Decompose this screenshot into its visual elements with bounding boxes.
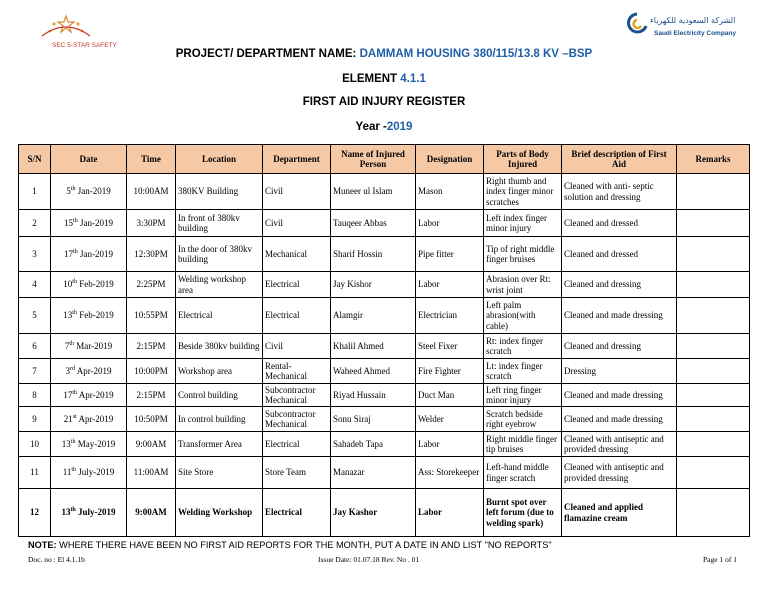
- cell-department: Civil: [263, 334, 331, 359]
- date-month-year: Jan-2019: [75, 186, 111, 197]
- cell-date: [51, 210, 127, 237]
- cell-sn: 6: [19, 334, 51, 359]
- cell-name: Sharif Hossin: [331, 237, 416, 272]
- col-name: Name of Injured Person: [331, 145, 416, 174]
- cell-sn: 4: [19, 272, 51, 298]
- date-day: 5: [66, 186, 71, 197]
- company-name-arabic: الشركة السعودية للكهرباء: [650, 16, 736, 25]
- col-remarks: Remarks: [677, 145, 750, 174]
- table-header-row: [19, 145, 750, 174]
- element-label: ELEMENT: [342, 73, 398, 85]
- cell-first-aid: Cleaned with antiseptic and provided dressing: [562, 432, 677, 457]
- cell-date: [51, 457, 127, 489]
- date-month-year: Mar-2019: [74, 340, 113, 351]
- cell-first-aid: Cleaned with anti- septic solution and dressing: [562, 174, 677, 210]
- date-month-year: Feb-2019: [76, 310, 114, 321]
- cell-remarks: [677, 489, 750, 537]
- cell-designation: Welder: [416, 407, 484, 432]
- cell-date: [51, 174, 127, 210]
- date-day: 21: [63, 413, 73, 424]
- cell-time: 2:25PM: [127, 272, 176, 298]
- cell-designation: Ass: Storekeeper: [416, 457, 484, 489]
- date-month-year: July-2019: [76, 467, 115, 478]
- cell-department: Electrical: [263, 298, 331, 334]
- date-day: 10: [63, 279, 73, 290]
- cell-remarks: [677, 457, 750, 489]
- date-suffix: th: [72, 279, 77, 286]
- cell-designation: Electrician: [416, 298, 484, 334]
- cell-remarks: [677, 237, 750, 272]
- date-month-year: Apr-2019: [74, 365, 112, 376]
- cell-sn: 7: [19, 359, 51, 384]
- cell-department: Civil: [263, 210, 331, 237]
- cell-department: Subcontractor Mechanical: [263, 384, 331, 407]
- cell-first-aid: Cleaned and dressing: [562, 334, 677, 359]
- table-row: [19, 384, 750, 407]
- date-suffix: th: [70, 507, 76, 514]
- date-day: 13: [63, 310, 73, 321]
- date-day: 17: [64, 248, 74, 259]
- cell-time: 2:15PM: [127, 334, 176, 359]
- cell-first-aid: Cleaned and dressed: [562, 237, 677, 272]
- table-row: [19, 210, 750, 237]
- cell-first-aid: Cleaned with antiseptic and provided dressing: [562, 457, 677, 489]
- cell-designation: Pipe fitter: [416, 237, 484, 272]
- col-body-parts: Parts of Body Injured: [484, 145, 562, 174]
- year-value: 2019: [386, 121, 413, 133]
- date-month-year: Apr-2019: [77, 389, 114, 400]
- cell-time: 10:00PM: [127, 359, 176, 384]
- cell-department: Subcontractor Mechanical: [263, 407, 331, 432]
- project-label: PROJECT/ DEPARTMENT NAME:: [175, 48, 357, 60]
- cell-location: Control building: [176, 384, 263, 407]
- cell-time: 11:00AM: [127, 457, 176, 489]
- col-time: Time: [127, 145, 176, 174]
- date-month-year: July-2019: [75, 507, 116, 518]
- date-month-year: Feb-2019: [76, 279, 114, 290]
- cell-sn: 3: [19, 237, 51, 272]
- cell-location: In the door of 380kv building: [176, 237, 263, 272]
- cell-remarks: [677, 298, 750, 334]
- cell-location: Welding Workshop: [176, 489, 263, 537]
- date-month-year: May-2019: [75, 438, 116, 449]
- date-suffix: st: [72, 413, 77, 420]
- cell-time: 9:00AM: [127, 432, 176, 457]
- note-label: NOTE:: [28, 540, 57, 550]
- date-day: 7: [64, 340, 70, 351]
- first-aid-register-table: [18, 144, 750, 537]
- cell-sn: 10: [19, 432, 51, 457]
- cell-body-parts: Left ring finger minor injury: [484, 384, 562, 407]
- cell-date: [51, 237, 127, 272]
- cell-sn: 2: [19, 210, 51, 237]
- date-suffix: th: [69, 340, 75, 347]
- cell-time: 3:30PM: [127, 210, 176, 237]
- cell-date: [51, 384, 127, 407]
- date-suffix: rd: [69, 365, 75, 372]
- date-day: 3: [65, 365, 70, 376]
- cell-sn: 12: [19, 489, 51, 537]
- cell-body-parts: Tip of right middle finger bruises: [484, 237, 562, 272]
- cell-location: Beside 380kv building: [176, 334, 263, 359]
- table-row: [19, 359, 750, 384]
- cell-sn: 5: [19, 298, 51, 334]
- cell-department: Mechanical: [263, 237, 331, 272]
- table-row: [19, 298, 750, 334]
- cell-first-aid: Cleaned and made dressing: [562, 384, 677, 407]
- saudi-electricity-logo: [626, 12, 738, 48]
- col-sn: S/N: [19, 145, 51, 174]
- date-day: 13: [61, 438, 71, 449]
- cell-time: 10:00AM: [127, 174, 176, 210]
- date-month-year: Jan-2019: [77, 217, 113, 228]
- table-row: [19, 407, 750, 432]
- col-designation: Designation: [416, 145, 484, 174]
- cell-name: Sahadeb Tapa: [331, 432, 416, 457]
- col-location: Location: [176, 145, 263, 174]
- col-first-aid: Brief description of First Aid: [562, 145, 677, 174]
- cell-time: 9:00AM: [127, 489, 176, 537]
- doc-number: Doc. no : El 4.1.1b: [28, 555, 85, 564]
- cell-location: In control building: [176, 407, 263, 432]
- table-body: [19, 174, 750, 537]
- table-row: [19, 489, 750, 537]
- cell-body-parts: Left palm abrasion(with cable): [484, 298, 562, 334]
- cell-department: Civil: [263, 174, 331, 210]
- cell-department: Store Team: [263, 457, 331, 489]
- cell-date: [51, 432, 127, 457]
- cell-first-aid: Dressing: [562, 359, 677, 384]
- cell-time: 10:55PM: [127, 298, 176, 334]
- cell-location: Site Store: [176, 457, 263, 489]
- cell-name: Jay Kishor: [331, 272, 416, 298]
- table-row: [19, 237, 750, 272]
- cell-time: 2:15PM: [127, 384, 176, 407]
- cell-sn: 1: [19, 174, 51, 210]
- cell-location: In front of 380kv building: [176, 210, 263, 237]
- cell-location: 380KV Building: [176, 174, 263, 210]
- issue-date: Issue Date: 01.07.18 Rev. No . 01: [318, 555, 420, 564]
- date-suffix: th: [73, 217, 78, 224]
- table-row: [19, 272, 750, 298]
- cell-name: Manazar: [331, 457, 416, 489]
- date-suffix: th: [71, 467, 77, 474]
- element-line: [0, 73, 768, 85]
- cell-name: Jay Kashor: [331, 489, 416, 537]
- cell-body-parts: Left-hand middle finger scratch: [484, 457, 562, 489]
- cell-body-parts: Right thumb and index finger minor scratches: [484, 174, 562, 210]
- cell-department: Electrical: [263, 432, 331, 457]
- table-row: [19, 174, 750, 210]
- cell-date: [51, 298, 127, 334]
- col-department: Department: [263, 145, 331, 174]
- cell-department: Electrical: [263, 272, 331, 298]
- cell-body-parts: Lt: index finger scratch: [484, 359, 562, 384]
- cell-body-parts: Burnt spot over left forum (due to welding spark): [484, 489, 562, 537]
- cell-name: Tauqeer Abbas: [331, 210, 416, 237]
- cell-remarks: [677, 384, 750, 407]
- page-number: Page 1 of 1: [703, 555, 737, 564]
- cell-body-parts: Right middle finger tip bruises: [484, 432, 562, 457]
- cell-body-parts: Left index finger minor injury: [484, 210, 562, 237]
- cell-location: Welding workshop area: [176, 272, 263, 298]
- cell-first-aid: Cleaned and dressed: [562, 210, 677, 237]
- date-suffix: th: [70, 438, 76, 445]
- date-day: 11: [62, 467, 72, 478]
- note: [28, 540, 552, 550]
- date-day: 17: [63, 389, 73, 400]
- cell-name: Muneer ul Islam: [331, 174, 416, 210]
- cell-sn: 11: [19, 457, 51, 489]
- cell-name: Sonu Siraj: [331, 407, 416, 432]
- register-title: FIRST AID INJURY REGISTER: [302, 96, 466, 108]
- cell-date: [51, 334, 127, 359]
- cell-designation: Mason: [416, 174, 484, 210]
- cell-sn: 8: [19, 384, 51, 407]
- star-icon: [36, 14, 114, 44]
- cell-location: Workshop area: [176, 359, 263, 384]
- cell-designation: Steel Fixer: [416, 334, 484, 359]
- cell-remarks: [677, 432, 750, 457]
- cell-first-aid: Cleaned and applied flamazine cream: [562, 489, 677, 537]
- date-suffix: th: [72, 389, 78, 396]
- cell-location: Electrical: [176, 298, 263, 334]
- cell-first-aid: Cleaned and dressing: [562, 272, 677, 298]
- table-row: [19, 457, 750, 489]
- cell-department: Electrical: [263, 489, 331, 537]
- element-value: 4.1.1: [400, 73, 426, 85]
- logo-text: SEC 5-STAR SAFETY: [52, 42, 117, 49]
- note-text: WHERE THERE HAVE BEEN NO FIRST AID REPORTS FOR THE MONTH, PUT A DATE IN AND LIST "NO REPORTS": [56, 540, 552, 550]
- company-name-english: Saudi Electricity Company: [654, 30, 736, 37]
- cell-designation: Labor: [416, 489, 484, 537]
- table-row: [19, 334, 750, 359]
- date-suffix: th: [72, 310, 77, 317]
- cell-time: 12:30PM: [127, 237, 176, 272]
- cell-designation: Duct Man: [416, 384, 484, 407]
- cell-name: Waheed Ahmed: [331, 359, 416, 384]
- cell-time: 10:50PM: [127, 407, 176, 432]
- cell-remarks: [677, 174, 750, 210]
- cell-remarks: [677, 407, 750, 432]
- cell-designation: Fire Fighter: [416, 359, 484, 384]
- cell-remarks: [677, 210, 750, 237]
- cell-department: Rental-Mechanical: [263, 359, 331, 384]
- cell-location: Transformer Area: [176, 432, 263, 457]
- date-suffix: th: [73, 248, 78, 255]
- cell-date: [51, 272, 127, 298]
- cell-name: Riyad Hussain: [331, 384, 416, 407]
- date-suffix: th: [70, 186, 76, 193]
- cell-designation: Labor: [416, 210, 484, 237]
- cell-date: [51, 407, 127, 432]
- cell-name: Alamgir: [331, 298, 416, 334]
- year-label: Year -: [355, 121, 387, 133]
- project-line: [0, 48, 768, 60]
- cell-date: [51, 489, 127, 537]
- date-day: 15: [64, 217, 74, 228]
- cell-designation: Labor: [416, 432, 484, 457]
- cell-first-aid: Cleaned and made dressing: [562, 298, 677, 334]
- date-day: 13: [61, 507, 71, 518]
- year-line: [0, 121, 768, 133]
- table-row: [19, 432, 750, 457]
- cell-body-parts: Rt: index finger scratch: [484, 334, 562, 359]
- col-date: Date: [51, 145, 127, 174]
- cell-remarks: [677, 272, 750, 298]
- cell-body-parts: Abrasion over Rt: wrist joint: [484, 272, 562, 298]
- cell-body-parts: Scratch bedside right eyebrow: [484, 407, 562, 432]
- project-value: DAMMAM HOUSING 380/115/13.8 KV –BSP: [359, 48, 593, 60]
- cell-designation: Labor: [416, 272, 484, 298]
- cell-sn: 9: [19, 407, 51, 432]
- cell-remarks: [677, 359, 750, 384]
- cell-remarks: [677, 334, 750, 359]
- date-month-year: Jan-2019: [77, 248, 113, 259]
- sec-emblem-icon: [626, 12, 648, 40]
- cell-date: [51, 359, 127, 384]
- date-month-year: Apr-2019: [76, 413, 114, 424]
- cell-first-aid: Cleaned and made dressing: [562, 407, 677, 432]
- cell-name: Khalil Ahmed: [331, 334, 416, 359]
